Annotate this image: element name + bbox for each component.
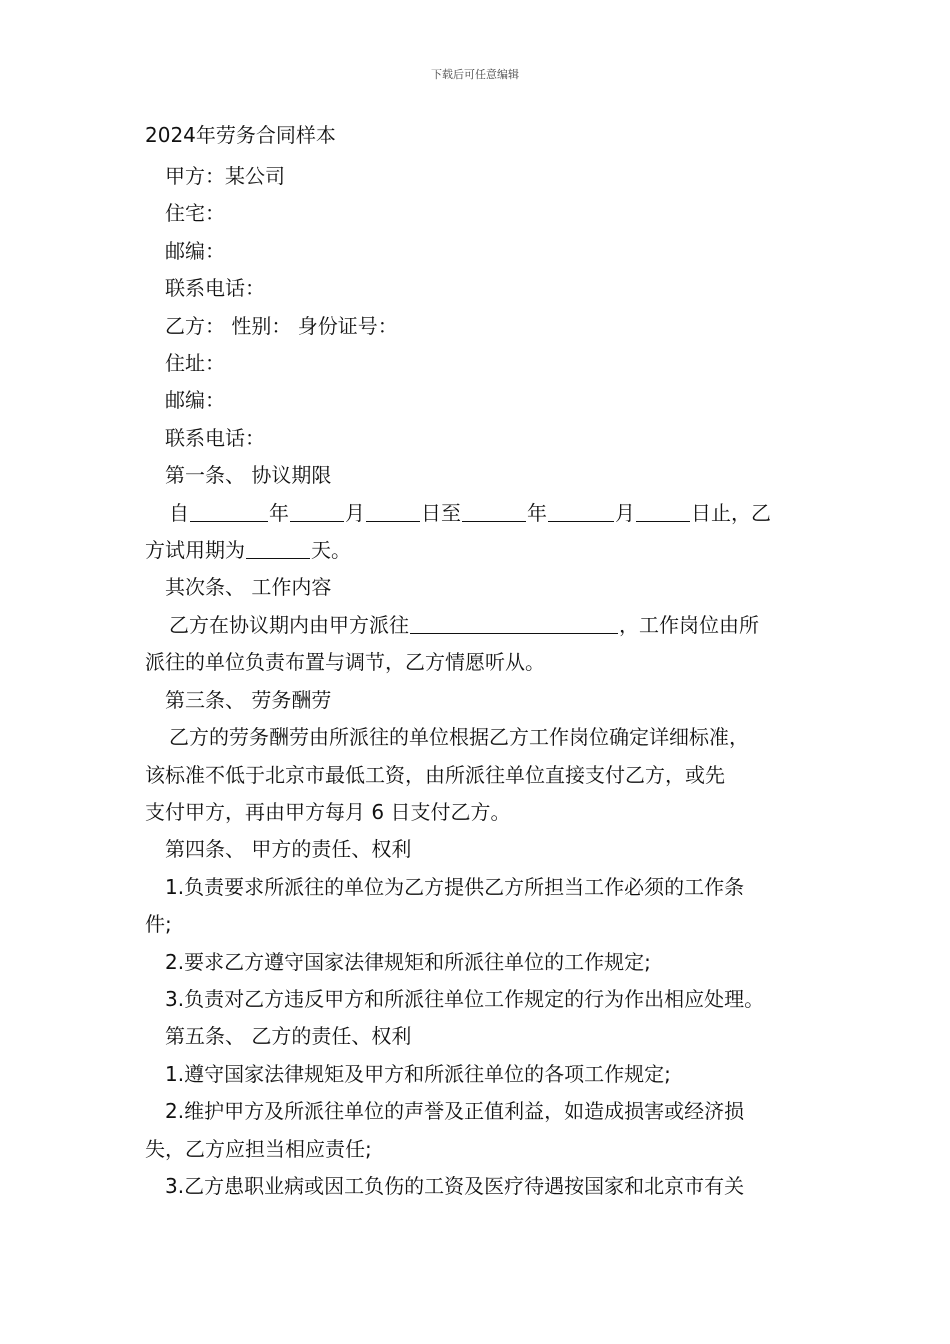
end-day-blank	[636, 501, 690, 522]
party-a-name: 甲方：某公司	[165, 164, 285, 188]
dispatch-unit-blank	[410, 613, 618, 634]
start-year-blank	[190, 501, 268, 522]
start-month-blank	[290, 501, 344, 522]
party-a-address: 住宅：	[165, 201, 225, 226]
article-1-term-line	[145, 495, 815, 532]
article-3-line-3: 支付甲方，再由甲方每月 6 日支付乙方。	[145, 799, 511, 824]
article-5-item-2-cont: 失，乙方应担当相应责任;	[145, 1136, 372, 1161]
end-year-blank	[462, 501, 526, 522]
term-text-from: 自	[169, 500, 189, 525]
article-1-probation-line	[145, 532, 815, 569]
term-text-day-to: 日至	[421, 500, 461, 525]
article-4-item-1-cont: 件;	[145, 912, 172, 937]
article-5-item-3: 3.乙方患职业病或因工负伤的工资及医疗待遇按国家和北京市有关	[165, 1173, 745, 1198]
work-text-1: 乙方在协议期内由甲方派往	[169, 612, 409, 637]
party-a-phone: 联系电话：	[165, 276, 265, 301]
probation-days-blank	[246, 538, 310, 559]
article-1-heading: 第一条、 协议期限	[165, 463, 332, 488]
article-4-item-1: 1.负责要求所派往的单位为乙方提供乙方所担当工作必须的工作条	[165, 874, 745, 899]
term-text-month: 月	[345, 500, 365, 525]
article-3-line-1: 乙方的劳务酬劳由所派往的单位根据乙方工作岗位确定详细标准，	[169, 725, 749, 750]
document-title: 2024年劳务合同样本	[145, 123, 336, 147]
work-text-2: ，工作岗位由所	[619, 612, 759, 637]
article-3-line-2: 该标准不低于北京市最低工资，由所派往单位直接支付乙方，或先	[145, 762, 725, 787]
probation-text: 方试用期为	[145, 538, 245, 563]
party-b-postcode: 邮编：	[165, 388, 225, 413]
term-text-year-2: 年	[527, 500, 547, 525]
article-4-item-3: 3.负责对乙方违反甲方和所派往单位工作规定的行为作出相应处理。	[165, 986, 765, 1011]
article-5-item-1: 1.遵守国家法律规矩及甲方和所派往单位的各项工作规定;	[165, 1061, 671, 1086]
term-text-month-2: 月	[615, 500, 635, 525]
document-body	[145, 120, 815, 1205]
article-4-heading: 第四条、 甲方的责任、权利	[165, 837, 412, 862]
start-day-blank	[366, 501, 420, 522]
page-header-note: 下载后可任意编辑	[431, 68, 519, 81]
party-b-address: 住址：	[165, 351, 225, 376]
article-3-heading: 第三条、 劳务酬劳	[165, 687, 332, 712]
party-b-phone: 联系电话：	[165, 425, 265, 450]
term-text-day-end: 日止，乙	[691, 500, 771, 525]
end-month-blank	[548, 501, 614, 522]
article-5-item-2: 2.维护甲方及所派往单位的声誉及正值利益，如造成损害或经济损	[165, 1099, 745, 1124]
article-4-item-2: 2.要求乙方遵守国家法律规矩和所派往单位的工作规定;	[165, 949, 651, 974]
article-2-heading: 其次条、 工作内容	[165, 575, 332, 600]
probation-text-end: 天。	[311, 538, 351, 563]
article-2-line-2: 派往的单位负责布置与调节，乙方情愿听从。	[145, 650, 545, 675]
article-2-line-1	[145, 607, 815, 644]
article-5-heading: 第五条、 乙方的责任、权利	[165, 1024, 412, 1049]
term-text-year: 年	[269, 500, 289, 525]
party-a-postcode: 邮编：	[165, 238, 225, 263]
party-b-name: 乙方： 性别： 身份证号：	[165, 313, 398, 338]
